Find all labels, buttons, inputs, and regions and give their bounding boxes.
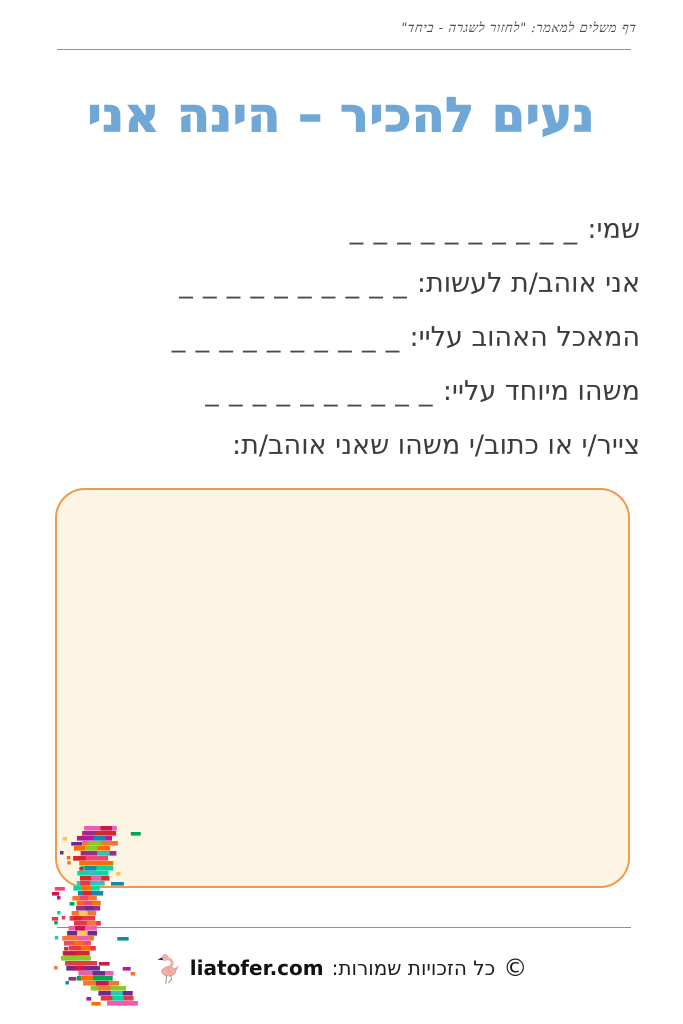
form-row-favorite-food xyxy=(30,311,640,365)
fill-in-blank-love-to-do: __________ xyxy=(179,268,417,299)
field-label-name: שמי: xyxy=(587,214,640,245)
form-row-name xyxy=(30,203,640,257)
page-title: נעים להכיר – הינה אני xyxy=(87,88,596,143)
rights-text: כל הזכויות שמורות: xyxy=(331,956,496,980)
glitch-leg-art xyxy=(15,818,175,1018)
form-row-something-special xyxy=(30,365,640,419)
copyright-icon: © xyxy=(503,954,528,982)
form-row-love-to-do xyxy=(30,257,640,311)
fill-in-blank-name: __________ xyxy=(349,214,588,245)
intro-form xyxy=(30,203,640,473)
form-row-draw-or-write xyxy=(30,419,640,473)
header-divider xyxy=(57,49,631,50)
field-label-favorite-food: המאכל האהוב עליי: xyxy=(409,322,640,353)
field-label-something-special: משהו מיוחד עליי: xyxy=(442,376,640,407)
field-label-love-to-do: אני אוהב/ת לעשות: xyxy=(416,268,640,299)
field-label-draw-or-write: צייר/י או כתוב/י משהו שאני אוהב/ת: xyxy=(232,430,640,461)
fill-in-blank-something-special: __________ xyxy=(205,376,443,407)
header-note: דף משלים למאמר: "לחזור לשגרה - ביחד" xyxy=(400,21,638,36)
website-link[interactable]: liatofer.com xyxy=(189,956,324,980)
fill-in-blank-favorite-food: __________ xyxy=(171,322,410,353)
